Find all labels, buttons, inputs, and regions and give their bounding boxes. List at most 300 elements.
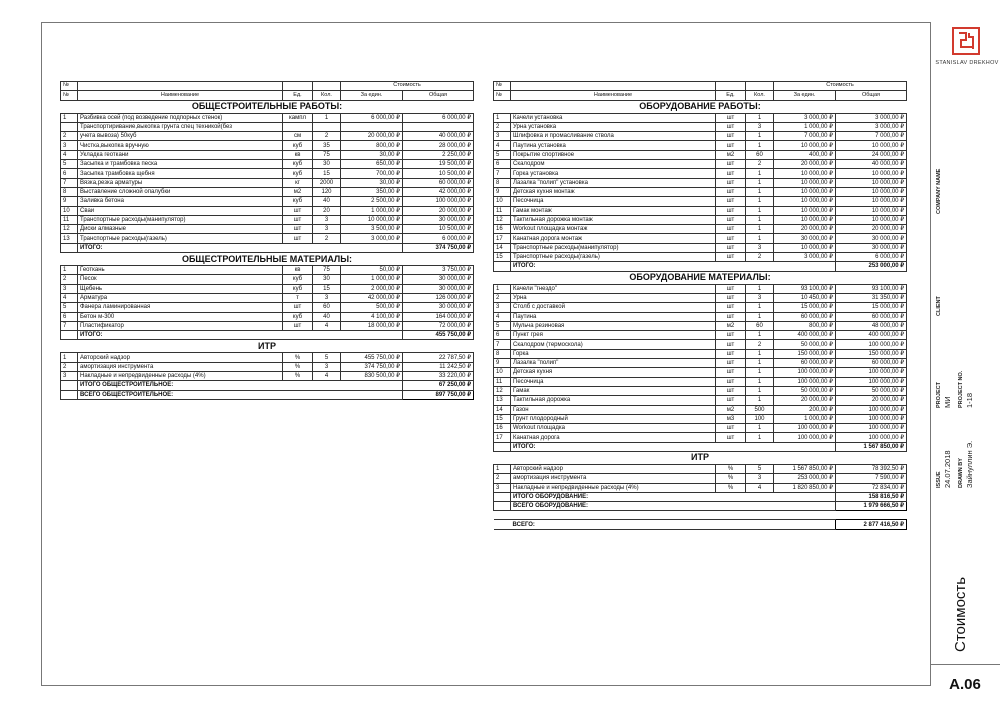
item-total: 30 000,00 ₽ xyxy=(403,275,474,284)
item-unit xyxy=(283,122,313,131)
item-total: 28 000,00 ₽ xyxy=(403,141,474,150)
item-unit-price: 42 000,00 ₽ xyxy=(341,293,403,302)
row-number: 6 xyxy=(61,312,78,321)
table-row xyxy=(494,215,907,224)
item-total: 3 750,00 ₽ xyxy=(403,266,474,275)
table-row xyxy=(494,483,907,492)
item-quantity: 35 xyxy=(313,141,341,150)
item-total: 30 000,00 ₽ xyxy=(403,303,474,312)
item-unit-price: 3 000,00 ₽ xyxy=(774,253,836,262)
row-number: 2 xyxy=(494,474,511,483)
item-unit: шт xyxy=(716,178,746,187)
row-number: 1 xyxy=(61,353,78,362)
row-number: 12 xyxy=(61,225,78,234)
table-row xyxy=(494,150,907,159)
item-total: 20 000,00 ₽ xyxy=(403,206,474,215)
item-total: 10 500,00 ₽ xyxy=(403,169,474,178)
empty-cell xyxy=(746,82,774,91)
table-row xyxy=(494,359,907,368)
item-name: Грунт плодородный xyxy=(511,414,716,423)
item-unit: шт xyxy=(716,284,746,293)
table-row xyxy=(494,293,907,302)
item-name: Арматура xyxy=(78,293,283,302)
table-row xyxy=(61,266,474,275)
row-number: 17 xyxy=(494,234,511,243)
item-quantity: 3 xyxy=(313,215,341,224)
row-number: 2 xyxy=(61,275,78,284)
item-total: 100 000,00 ₽ xyxy=(836,405,907,414)
section-total-row xyxy=(494,492,907,501)
grand-total-label: ВСЕГО ОБОРУДОВАНИЕ: xyxy=(511,502,836,511)
item-total: 22 787,50 ₽ xyxy=(403,353,474,362)
empty-cell xyxy=(494,442,511,451)
project-no-value: 1-18 xyxy=(965,392,974,408)
item-unit: шт xyxy=(716,331,746,340)
item-name: Детская кухня монтаж xyxy=(511,187,716,196)
item-unit-price: 7 000,00 ₽ xyxy=(774,132,836,141)
item-total: 7 590,00 ₽ xyxy=(836,474,907,483)
item-quantity: 1 xyxy=(746,225,774,234)
item-quantity: 1 xyxy=(746,396,774,405)
item-unit: шт xyxy=(716,293,746,302)
item-unit-price: 374 750,00 ₽ xyxy=(341,362,403,371)
header-number: № xyxy=(61,91,78,100)
table-row xyxy=(61,206,474,215)
item-quantity: 120 xyxy=(313,187,341,196)
row-number: 4 xyxy=(494,141,511,150)
table-row xyxy=(61,293,474,302)
item-name: амортизация инструмента xyxy=(511,474,716,483)
item-name: Горка установка xyxy=(511,169,716,178)
row-number: 5 xyxy=(61,160,78,169)
item-unit-price: 500,00 ₽ xyxy=(341,303,403,312)
item-unit: шт xyxy=(716,368,746,377)
item-unit-price: 10 000,00 ₽ xyxy=(774,197,836,206)
item-unit: шт xyxy=(283,206,313,215)
item-unit-price: 455 750,00 ₽ xyxy=(341,353,403,362)
item-total: 3 000,00 ₽ xyxy=(836,122,907,131)
item-total: 164 000,00 ₽ xyxy=(403,312,474,321)
table-row xyxy=(61,122,474,131)
table-row xyxy=(61,150,474,159)
item-total: 6 000,00 ₽ xyxy=(403,113,474,122)
overall-total-row xyxy=(494,520,907,529)
item-total: 30 000,00 ₽ xyxy=(836,243,907,252)
item-name: учета вывоза) 50куб xyxy=(78,132,283,141)
item-unit: шт xyxy=(716,225,746,234)
item-name: Паутина xyxy=(511,312,716,321)
item-name: Авторский надзор xyxy=(511,464,716,473)
header-number: № xyxy=(494,82,511,91)
row-number: 9 xyxy=(494,187,511,196)
table-row xyxy=(494,396,907,405)
item-quantity: 60 xyxy=(746,321,774,330)
item-total: 42 000,00 ₽ xyxy=(403,187,474,196)
row-number: 11 xyxy=(494,206,511,215)
item-total: 78 392,50 ₽ xyxy=(836,464,907,473)
table-row xyxy=(494,405,907,414)
item-total: 24 000,00 ₽ xyxy=(836,150,907,159)
item-name: Песок xyxy=(78,275,283,284)
item-unit-price: 800,00 ₽ xyxy=(341,141,403,150)
row-number: 1 xyxy=(61,266,78,275)
item-unit: куб xyxy=(283,160,313,169)
header-unit: Ед. xyxy=(283,91,313,100)
empty-cell xyxy=(78,82,283,91)
item-unit: шт xyxy=(716,396,746,405)
item-unit-price: 10 450,00 ₽ xyxy=(774,293,836,302)
item-total: 10 000,00 ₽ xyxy=(836,178,907,187)
section-total-label: ИТОГО ОБОРУДОВАНИЕ: xyxy=(511,492,836,501)
header-unit: Ед. xyxy=(716,91,746,100)
row-number: 15 xyxy=(494,414,511,423)
header-name: Наименование xyxy=(511,91,716,100)
empty-cell xyxy=(283,82,313,91)
item-quantity: 4 xyxy=(313,321,341,330)
empty-cell xyxy=(61,390,78,399)
item-quantity: 1 xyxy=(746,424,774,433)
table-row xyxy=(494,160,907,169)
grand-total-row xyxy=(494,502,907,511)
item-unit: м2 xyxy=(716,150,746,159)
row-number: 8 xyxy=(494,178,511,187)
item-unit-price xyxy=(341,122,403,131)
item-name: Транспортные расходы(газель) xyxy=(511,253,716,262)
row-number: 10 xyxy=(494,368,511,377)
item-unit: т xyxy=(283,293,313,302)
right-estimate-table xyxy=(493,81,906,530)
table-header-row xyxy=(494,91,907,100)
project-value: МИ xyxy=(943,396,952,408)
item-total: 6 000,00 ₽ xyxy=(403,234,474,243)
grand-total-label: ВСЕГО ОБЩЕСТРОИТЕЛЬНОЕ: xyxy=(78,390,403,399)
item-name: Засыпка и трамбовка песка xyxy=(78,160,283,169)
item-name: Сваи xyxy=(78,206,283,215)
overall-total-value: 2 877 416,50 ₽ xyxy=(836,520,907,529)
item-unit-price: 50,00 ₽ xyxy=(341,266,403,275)
item-unit-price: 6 000,00 ₽ xyxy=(341,113,403,122)
item-unit: % xyxy=(716,474,746,483)
item-quantity: 1 xyxy=(746,331,774,340)
row-number: 9 xyxy=(494,359,511,368)
table-row xyxy=(61,197,474,206)
table-row xyxy=(494,321,907,330)
item-total: 7 000,00 ₽ xyxy=(836,132,907,141)
section-total-label: ИТОГО: xyxy=(511,442,836,451)
row-number: 3 xyxy=(61,141,78,150)
brand-logo-icon xyxy=(952,27,980,55)
item-name: Газон xyxy=(511,405,716,414)
header-number: № xyxy=(61,82,78,91)
item-total: 100 000,00 ₽ xyxy=(403,197,474,206)
row-number: 2 xyxy=(61,132,78,141)
table-row xyxy=(494,113,907,122)
item-total: 400 000,00 ₽ xyxy=(836,331,907,340)
section-title-row xyxy=(494,271,907,284)
item-unit: кг xyxy=(283,178,313,187)
row-number: 7 xyxy=(494,340,511,349)
item-total: 60 000,00 ₽ xyxy=(403,178,474,187)
row-number: 11 xyxy=(61,215,78,224)
table-row xyxy=(61,353,474,362)
table-row xyxy=(61,312,474,321)
item-unit: шт xyxy=(716,122,746,131)
item-unit: % xyxy=(283,362,313,371)
table-row xyxy=(494,340,907,349)
header-cost: Стоимость xyxy=(341,82,474,91)
item-name: Бетон м-300 xyxy=(78,312,283,321)
item-unit: % xyxy=(283,372,313,381)
item-quantity: 100 xyxy=(746,414,774,423)
item-unit-price: 93 100,00 ₽ xyxy=(774,284,836,293)
item-name: Чистка,выкопка вручную xyxy=(78,141,283,150)
item-unit-price: 3 500,00 ₽ xyxy=(341,225,403,234)
item-quantity: 500 xyxy=(746,405,774,414)
section-total-value: 455 750,00 ₽ xyxy=(403,331,474,340)
table-row xyxy=(494,377,907,386)
table-row xyxy=(494,414,907,423)
row-number: 6 xyxy=(494,331,511,340)
table-row xyxy=(494,253,907,262)
item-quantity: 3 xyxy=(313,293,341,302)
item-total: 72 834,00 ₽ xyxy=(836,483,907,492)
item-unit-price: 10 000,00 ₽ xyxy=(774,141,836,150)
item-name: Пластификатор xyxy=(78,321,283,330)
item-name: Засыпка трамбовка щебня xyxy=(78,169,283,178)
item-unit-price: 3 000,00 ₽ xyxy=(341,234,403,243)
section-total-row xyxy=(494,262,907,271)
item-total: 60 000,00 ₽ xyxy=(836,312,907,321)
item-unit-price: 100 000,00 ₽ xyxy=(774,424,836,433)
row-number: 15 xyxy=(494,253,511,262)
item-unit: куб xyxy=(283,275,313,284)
item-quantity: 1 xyxy=(746,178,774,187)
item-name: Канатная дорога xyxy=(511,433,716,442)
item-total: 72 000,00 ₽ xyxy=(403,321,474,330)
table-row xyxy=(494,424,907,433)
item-unit-price: 20 000,00 ₽ xyxy=(774,225,836,234)
header-quantity: Кол. xyxy=(313,91,341,100)
item-quantity: 1 xyxy=(746,113,774,122)
section-total-label: ИТОГО: xyxy=(511,262,836,271)
item-quantity: 1 xyxy=(746,368,774,377)
table-row xyxy=(494,368,907,377)
row-number: 9 xyxy=(61,197,78,206)
item-quantity: 1 xyxy=(746,433,774,442)
table-row xyxy=(494,178,907,187)
item-name: Укладка геоткани xyxy=(78,150,283,159)
item-unit: шт xyxy=(716,234,746,243)
section-total-value: 374 750,00 ₽ xyxy=(403,243,474,252)
item-quantity: 40 xyxy=(313,197,341,206)
item-unit-price: 100 000,00 ₽ xyxy=(774,368,836,377)
item-name: Тактильная дорожка монтаж xyxy=(511,215,716,224)
item-unit: шт xyxy=(716,206,746,215)
row-number: 14 xyxy=(494,405,511,414)
grand-total-value: 1 979 666,50 ₽ xyxy=(836,502,907,511)
row-number: 1 xyxy=(494,284,511,293)
section-total-value: 1 567 850,00 ₽ xyxy=(836,442,907,451)
header-number: № xyxy=(494,91,511,100)
item-unit: шт xyxy=(716,303,746,312)
item-unit: куб xyxy=(283,169,313,178)
item-name: Детская кухня xyxy=(511,368,716,377)
row-number: 12 xyxy=(494,386,511,395)
cost-table xyxy=(493,81,907,530)
table-row xyxy=(494,197,907,206)
item-quantity: 30 xyxy=(313,275,341,284)
item-unit: шт xyxy=(716,215,746,224)
item-name: Пункт грея xyxy=(511,331,716,340)
row-number: 8 xyxy=(61,187,78,196)
item-total: 20 000,00 ₽ xyxy=(836,225,907,234)
item-unit: шт xyxy=(716,113,746,122)
item-name: Геоткань xyxy=(78,266,283,275)
project-label: PROJECT xyxy=(936,382,942,408)
table-row xyxy=(61,160,474,169)
item-quantity: 1 xyxy=(746,349,774,358)
table-row xyxy=(61,225,474,234)
issue-label: ISSUE xyxy=(936,471,942,488)
item-unit-price: 253 000,00 ₽ xyxy=(774,474,836,483)
item-unit: шт xyxy=(716,132,746,141)
item-unit-price: 50 000,00 ₽ xyxy=(774,340,836,349)
table-header-row xyxy=(61,91,474,100)
item-unit: шт xyxy=(716,243,746,252)
item-total: 100 000,00 ₽ xyxy=(836,424,907,433)
empty-cell xyxy=(61,381,78,390)
item-unit-price: 350,00 ₽ xyxy=(341,187,403,196)
item-unit: кампл xyxy=(283,113,313,122)
item-total: 19 500,00 ₽ xyxy=(403,160,474,169)
item-quantity: 75 xyxy=(313,266,341,275)
item-quantity: 1 xyxy=(746,141,774,150)
section-title: ОБЩЕСТРОИТЕЛЬНЫЕ МАТЕРИАЛЫ: xyxy=(61,253,474,266)
item-total: 3 000,00 ₽ xyxy=(836,113,907,122)
item-name: Качели "гнездо" xyxy=(511,284,716,293)
row-number: 3 xyxy=(61,372,78,381)
item-quantity: 1 xyxy=(746,197,774,206)
item-total: 60 000,00 ₽ xyxy=(836,359,907,368)
grand-total-value: 897 750,00 ₽ xyxy=(403,390,474,399)
item-name: Столб с доставкой xyxy=(511,303,716,312)
item-unit-price: 830 500,00 ₽ xyxy=(341,372,403,381)
row-number: 2 xyxy=(61,362,78,371)
item-name: Урна xyxy=(511,293,716,302)
row-number: 7 xyxy=(61,321,78,330)
cost-table xyxy=(60,81,474,400)
table-row xyxy=(494,187,907,196)
item-unit-price: 60 000,00 ₽ xyxy=(774,312,836,321)
item-total: 100 000,00 ₽ xyxy=(836,414,907,423)
item-total: 48 000,00 ₽ xyxy=(836,321,907,330)
item-unit-price: 1 000,00 ₽ xyxy=(341,206,403,215)
header-cost: Стоимость xyxy=(774,82,907,91)
item-quantity: 15 xyxy=(313,284,341,293)
item-unit-price: 10 000,00 ₽ xyxy=(774,178,836,187)
item-unit-price: 20 000,00 ₽ xyxy=(774,160,836,169)
item-unit-price: 50 000,00 ₽ xyxy=(774,386,836,395)
item-name: Workout площадка xyxy=(511,424,716,433)
item-unit: м2 xyxy=(716,405,746,414)
table-row xyxy=(494,284,907,293)
table-row xyxy=(494,243,907,252)
table-row xyxy=(494,433,907,442)
header-name: Наименование xyxy=(78,91,283,100)
row-number: 3 xyxy=(494,303,511,312)
issue-value: 24.07.2018 xyxy=(943,450,952,488)
empty-cell xyxy=(494,511,907,520)
item-name: Покрытие спортивное xyxy=(511,150,716,159)
item-name: Выставление сложной опалубки xyxy=(78,187,283,196)
row-number: 2 xyxy=(494,122,511,131)
row-number: 12 xyxy=(494,215,511,224)
item-quantity: 2 xyxy=(746,340,774,349)
item-name: Урна установка xyxy=(511,122,716,131)
section-total-label: ИТОГО: xyxy=(78,331,403,340)
item-unit-price: 100 000,00 ₽ xyxy=(774,433,836,442)
item-quantity: 1 xyxy=(746,312,774,321)
table-row xyxy=(494,474,907,483)
item-name: Гамак монтаж xyxy=(511,206,716,215)
table-row xyxy=(61,234,474,243)
sheet-number: А.06 xyxy=(949,676,981,693)
item-quantity: 2000 xyxy=(313,178,341,187)
header-per-unit: За един. xyxy=(774,91,836,100)
item-unit-price: 10 000,00 ₽ xyxy=(774,243,836,252)
row-number: 14 xyxy=(494,243,511,252)
row-number: 7 xyxy=(494,169,511,178)
row-number: 10 xyxy=(494,197,511,206)
item-unit: м3 xyxy=(716,414,746,423)
item-unit-price: 3 000,00 ₽ xyxy=(774,113,836,122)
section-total-row xyxy=(61,381,474,390)
item-name: Песочница xyxy=(511,377,716,386)
item-quantity: 1 xyxy=(746,284,774,293)
item-unit-price: 60 000,00 ₽ xyxy=(774,359,836,368)
drawn-by-label: DRAWN BY xyxy=(958,458,964,488)
table-header-row xyxy=(61,82,474,91)
item-quantity: 60 xyxy=(746,150,774,159)
item-quantity: 60 xyxy=(313,303,341,312)
item-total: 93 100,00 ₽ xyxy=(836,284,907,293)
row-number: 6 xyxy=(494,160,511,169)
table-row xyxy=(494,234,907,243)
item-unit-price: 650,00 ₽ xyxy=(341,160,403,169)
item-unit: шт xyxy=(716,424,746,433)
item-total: 100 000,00 ₽ xyxy=(836,340,907,349)
item-total: 10 000,00 ₽ xyxy=(836,197,907,206)
row-number: 10 xyxy=(61,206,78,215)
drawn-by-value: Зайнуллин Э. xyxy=(965,440,974,488)
item-quantity: 3 xyxy=(746,122,774,131)
item-unit: шт xyxy=(716,160,746,169)
table-row xyxy=(494,386,907,395)
section-title: ИТР xyxy=(61,340,474,353)
item-quantity: 1 xyxy=(746,359,774,368)
table-row xyxy=(494,464,907,473)
item-unit-price: 10 000,00 ₽ xyxy=(774,215,836,224)
item-name: Канатная дорога монтаж xyxy=(511,234,716,243)
item-quantity: 1 xyxy=(746,206,774,215)
item-quantity: 1 xyxy=(746,169,774,178)
table-row xyxy=(494,122,907,131)
item-total: 15 000,00 ₽ xyxy=(836,303,907,312)
spacer-row xyxy=(494,511,907,520)
item-quantity: 1 xyxy=(746,303,774,312)
row-number: 1 xyxy=(61,113,78,122)
item-unit-price: 10 000,00 ₽ xyxy=(774,206,836,215)
